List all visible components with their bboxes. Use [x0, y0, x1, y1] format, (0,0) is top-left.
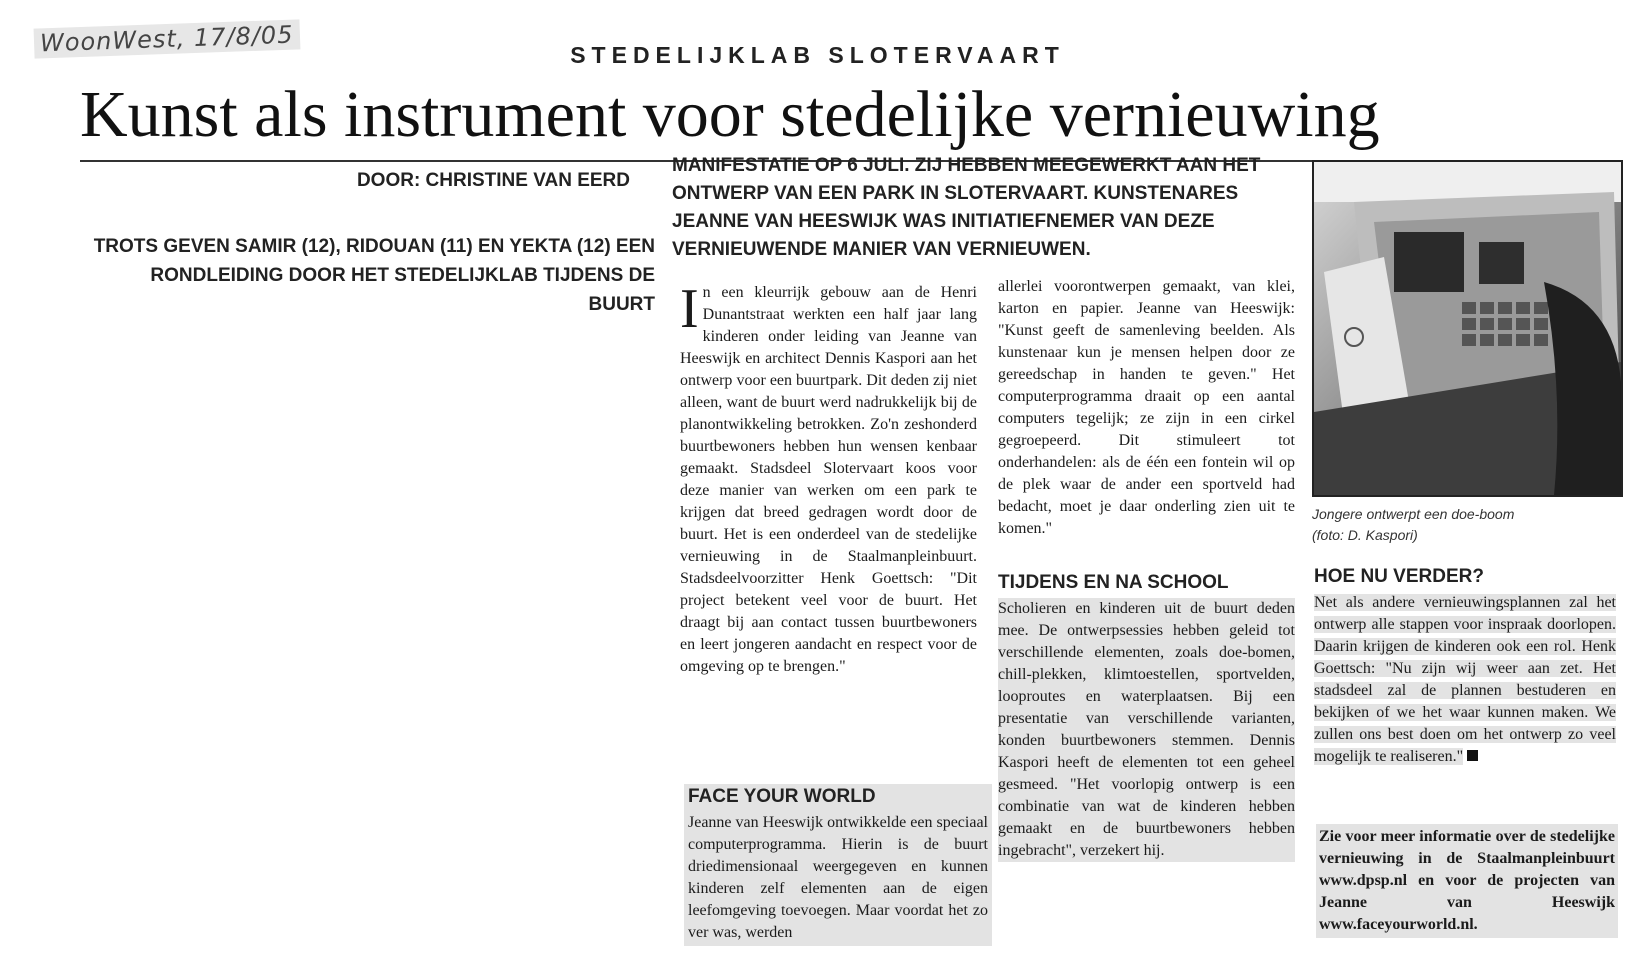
subhead-hoe-nu-verder: HOE NU VERDER?: [1314, 566, 1484, 587]
column-3-paragraph: [1314, 592, 1616, 768]
column-2-body-2: Scholieren en kinderen uit de buurt deden mee. De ontwerpsessies hebben geleid tot verschillende elementen, zoals doe-bomen, chill-plekken, klimtoestellen, sportvelden, looproutes en waterplaatsen. Bij een presentatie van verschillende varianten, konden buurtbewoners stemmen. Dennis Kaspori heeft de elementen tot een geheel gesmeed. "Het voorlopig ontwerp is een combinatie van wat de kinderen hebben gemaakt en de buurtbewoners hebben ingebracht", verzekert hij.: [998, 598, 1295, 862]
article-column-1-continued: [684, 784, 992, 946]
byline: DOOR: CHRISTINE VAN EERD: [356, 170, 630, 191]
photo-image: [1314, 162, 1621, 495]
photo-credit: (foto: D. Kaspori): [1312, 527, 1418, 543]
article-column-2: [998, 276, 1295, 540]
article-column-2-continued: [998, 572, 1295, 862]
info-text: Zie voor meer informatie over de stedelijke vernieuwing in de Staalmanpleinbuurt www.dpsp.nl en voor de projecten van Jeanne van Heeswijk www.faceyourworld.nl.: [1319, 828, 1615, 933]
column-1-body-2: Jeanne van Heeswijk ontwikkelde een speciaal computerprogramma. Hierin is de buurt driedimensionaal weergegeven en kunnen kinderen zelf elementen aan de eigen leefomgeving toevoegen. Maar voordat het zo ver was, werden: [688, 814, 988, 941]
subhead-face-your-world: FACE YOUR WORLD: [688, 786, 876, 807]
intro-text: TROTS GEVEN SAMIR (12), RIDOUAN (11) EN YEKTA (12) EEN RONDLEIDING DOOR HET STEDELIJKLAB TIJDENS DE BUURT: [93, 236, 655, 315]
article-photo: [1312, 160, 1623, 497]
drop-cap: I: [680, 278, 699, 340]
lead-text: MANIFESTATIE OP 6 JULI. ZIJ HEBBEN MEEGEWERKT AAN HET ONTWERP VAN EEN PARK IN SLOTERVAART. KUNSTENARES JEANNE VAN HEESWIJK WAS INITIATIEFNEMER VAN DEZE VERNIEUWENDE MANIER VAN VERNIEUWEN.: [672, 155, 1261, 260]
article-column-1: [680, 278, 977, 678]
article-column-3: [1314, 566, 1616, 768]
subhead-tijdens-en-na-school: TIJDENS EN NA SCHOOL: [998, 572, 1229, 593]
column-3-body: Net als andere vernieuwingsplannen zal het ontwerp alle stappen voor inspraak doorlopen. Daarin krijgen de kinderen ook een rol. Henk Goettsch: "Nu zijn wij weer aan zet. Het stadsdeel zal de plannen bestuderen en bekijken of we het waar kunnen maken. We zullen ons best doen om het ontwerp zo veel mogelijk te realiseren.": [1314, 594, 1616, 765]
section-kicker: STEDELIJKLAB SLOTERVAART: [570, 42, 1065, 68]
article-headline: Kunst als instrument voor stedelijke vernieuwing: [80, 78, 1380, 151]
info-box: [1316, 824, 1618, 938]
column-2-body: allerlei voorontwerpen gemaakt, van klei, karton en papier. Jeanne van Heeswijk: "Kunst geeft de samenleving beelden. Als kunstenaar kun je mensen helpen door ze gereedschap in handen te geven." Het computerprogramma draait op een aantal computers tegelijk; ze zijn in een cirkel gegroepeerd. Dit stimuleert tot onderhandelen: als de één een fontein wil op de plek waar de ander een sportveld had bedacht, moet je daar onderling zien uit te komen.": [998, 278, 1295, 537]
column-1-body: n een kleurrijk gebouw aan de Henri Dunantstraat werkten een half jaar lang kinderen onder leiding van Jeanne van Heeswijk en architect Dennis Kaspori aan het ontwerp voor een buurtpark. Dit deden zij niet alleen, want de buurt werd nadrukkelijk bij de planontwikkeling betrokken. Zo'n zeshonderd buurtbewoners hebben hun wensen kenbaar gemaakt. Stadsdeel Slotervaart koos voor deze manier van werken om een park te krijgen dat breed gedragen wordt door de buurt. Het is een onderdeel van de stedelijke vernieuwing in de Staalmanpleinbuurt. Stadsdeelvoorzitter Henk Goettsch: "Dit project betekent veel voor de buurt. Het draagt bij aan contact tussen buurtbewoners en leert jongeren aandacht en respect voor de omgeving op te brengen.": [680, 284, 977, 675]
photo-caption-title: Jongere ontwerpt een doe-boom: [1312, 506, 1515, 522]
end-of-article-mark: [1467, 750, 1478, 761]
column-1-paragraph: [680, 278, 977, 678]
handwritten-source-note: WoonWest, 17/8/05: [34, 19, 300, 58]
photo-caption: [1312, 504, 1514, 546]
